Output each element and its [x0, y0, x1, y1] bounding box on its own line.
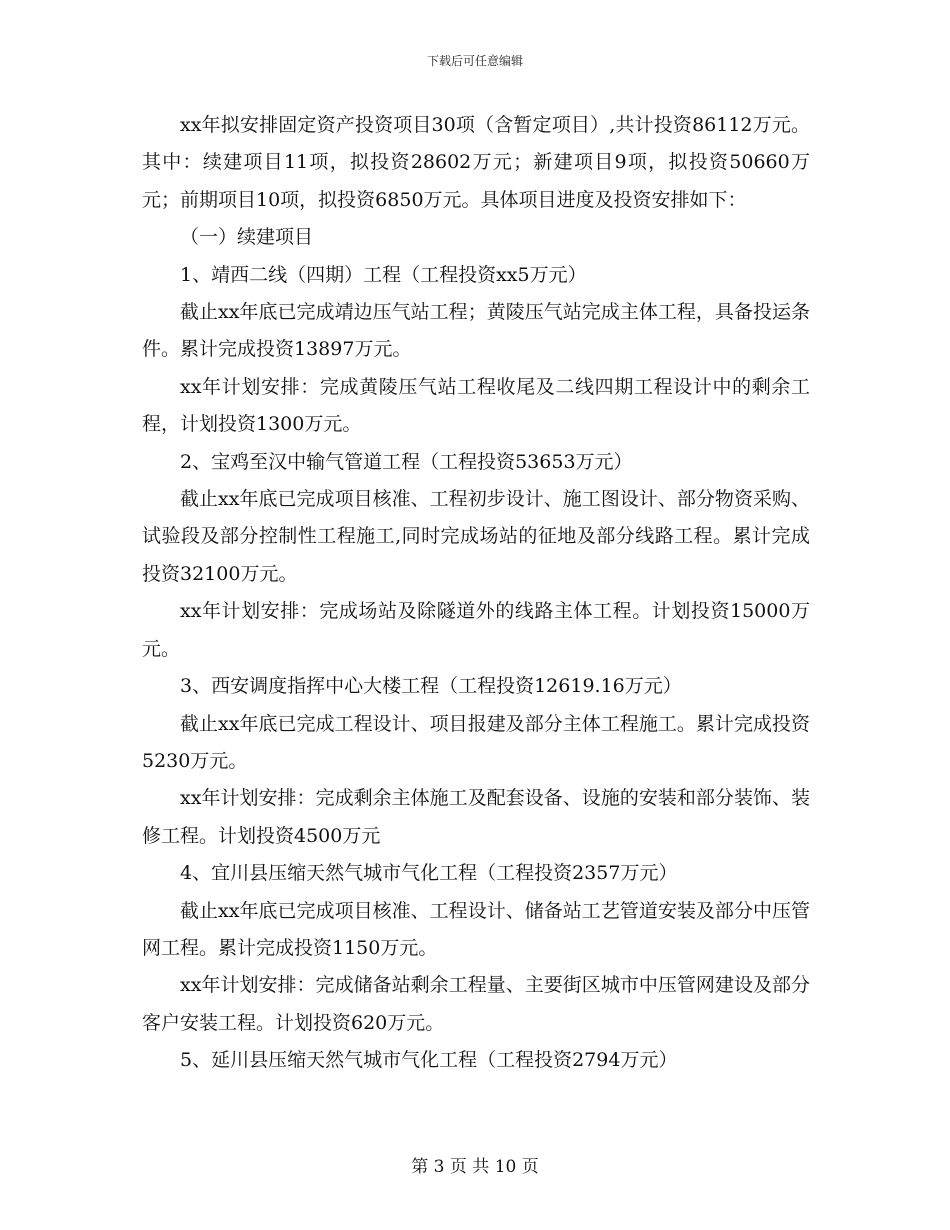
- project-heading-1: 1、靖西二线（四期）工程（工程投资xx5万元）: [180, 263, 587, 286]
- project-4-plan: xx年计划安排：完成储备站剩余工程量、主要街区城市中压管网建设及部分客户安装工程。计划投资620万元。: [142, 974, 810, 1034]
- paragraph-intro: xx年拟安排固定资产投资项目30项（含暂定项目）,共计投资86112万元。其中：续建项目11项，拟投资28602万元；新建项目9项，拟投资50660万元；前期项目10项，拟投资6850万元。具体项目进度及投资安排如下：: [142, 114, 810, 211]
- page-number: 第 3 页 共 10 页: [411, 1157, 539, 1177]
- project-heading-4: 4、宜川县压缩天然气城市气化工程（工程投资2357万元）: [180, 862, 678, 885]
- project-1-plan: xx年计划安排：完成黄陵压气站工程收尾及二线四期工程设计中的剩余工程，计划投资1300万元。: [142, 375, 810, 436]
- project-3-plan: xx年计划安排：完成剩余主体施工及配套设备、设施的安装和部分装饰、装修工程。计划投资4500万元: [142, 787, 810, 847]
- project-1-status: 截止xx年底已完成靖边压气站工程；黄陵压气站完成主体工程，具备投运条件。累计完成投资13897万元。: [142, 301, 810, 361]
- document-body: [142, 107, 810, 1080]
- project-3-status: 截止xx年底已完成工程设计、项目报建及部分主体工程施工。累计完成投资5230万元。: [142, 712, 810, 772]
- project-heading-5: 5、延川县压缩天然气城市气化工程（工程投资2794万元）: [180, 1049, 678, 1072]
- section-heading-continued-projects: （一）续建项目: [180, 226, 314, 249]
- project-heading-2: 2、宝鸡至汉中输气管道工程（工程投资53653万元）: [180, 450, 633, 473]
- project-heading-3: 3、西安调度指挥中心大楼工程（工程投资12619.16万元）: [180, 675, 682, 698]
- project-2-plan: xx年计划安排：完成场站及除隧道外的线路主体工程。计划投资15000万元。: [142, 600, 810, 660]
- page-header: 下载后可任意编辑: [426, 54, 523, 68]
- project-2-status: 截止xx年底已完成项目核准、工程初步设计、施工图设计、部分物资采购、试验段及部分控制性工程施工,同时完成场站的征地及部分线路工程。累计完成投资32100万元。: [142, 488, 810, 585]
- project-4-status: 截止xx年底已完成项目核准、工程设计、储备站工艺管道安装及部分中压管网工程。累计完成投资1150万元。: [142, 899, 810, 959]
